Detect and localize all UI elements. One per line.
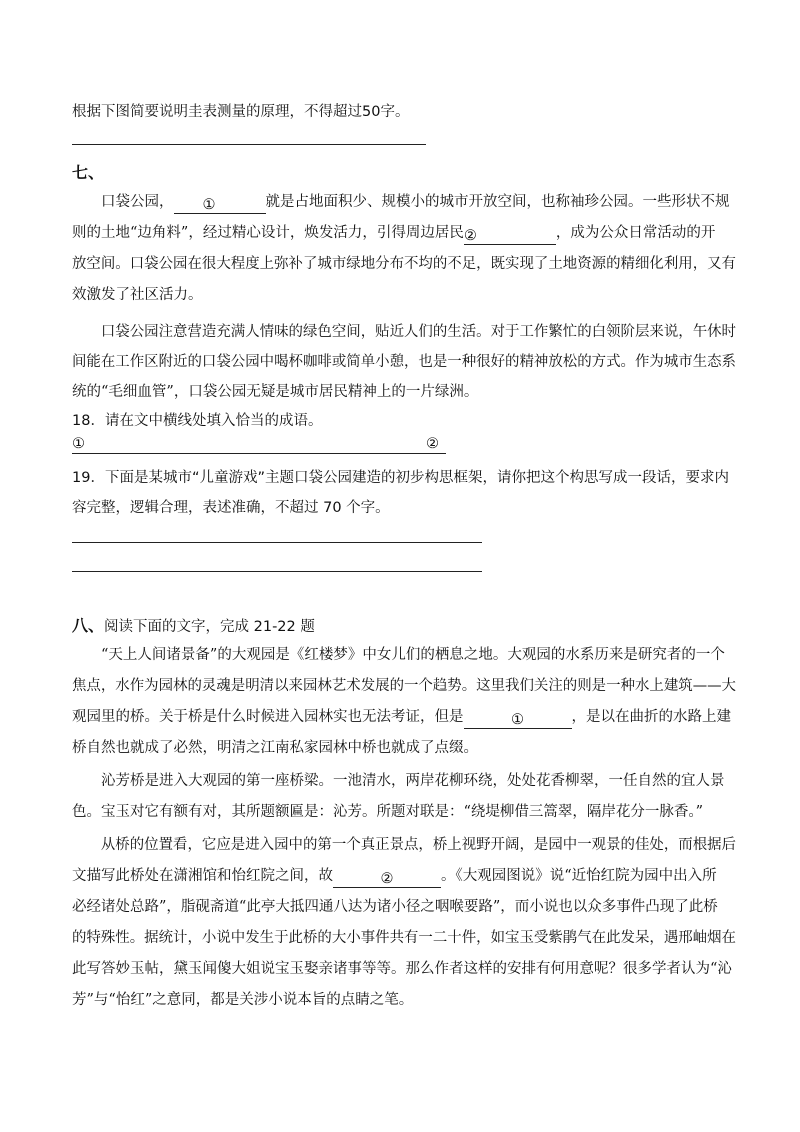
- blank-4-marker: ②: [380, 871, 394, 887]
- blank-4: [333, 871, 441, 888]
- section8-p3-line5: 此写答妙玉帖，黛玉闻傻大姐说宝玉娶亲诸事等等。那么作者这样的安排有何用意呢？很多学者认为“沁: [72, 961, 732, 977]
- section8-p3-line3: 必经诸处总路”，脂砚斋道“此亭大抵四通八达为诸小径之咽喉要路”，而小说也以众多事件凸现了此桥: [72, 899, 718, 915]
- section8-p1-line2: 焦点，水作为园林的灵魂是明清以来园林艺术发展的一个趋势。这里我们关注的则是一种水上建筑——大: [72, 678, 736, 694]
- blank-2-marker: ②: [463, 228, 477, 244]
- section8-heading-text: 阅读下面的文字，完成 21-22 题: [104, 619, 315, 635]
- text: 口袋公园，: [101, 194, 174, 210]
- section7-p2-line3: 统的“毛细血管”，口袋公园无疑是城市居民精神上的一片绿洲。: [72, 384, 479, 400]
- section7-heading: 七、: [72, 163, 105, 182]
- text: 就是占地面积少、规模小的城市开放空间，也称袖珍公园。一些形状不规: [265, 194, 730, 210]
- q18-instruction: 18．请在文中横线处填入恰当的成语。: [72, 413, 323, 429]
- text: 文描写此桥处在潇湘馆和怡红院之间，故: [72, 868, 333, 884]
- text: ，是以在曲折的水路上建: [571, 709, 731, 725]
- section8-p1-line3: [72, 705, 731, 729]
- section7-p1-line2: [72, 221, 715, 245]
- section8-heading-row: [72, 613, 315, 636]
- section8-p2-line1: 沁芳桥是进入大观园的第一座桥梁。一池清水，两岸花柳环绕，处处花香柳翠，一任自然的宜人景: [101, 773, 725, 789]
- text: ，成为公众日常活动的开: [555, 225, 716, 241]
- blank-1-marker: ①: [202, 197, 216, 213]
- section8-p1-line4: 桥自然也就成了必然，明清之江南私家园林中桥也就成了点缀。: [72, 740, 478, 756]
- section8-p1-line1: “天上人间诸景备”的大观园是《红楼梦》中女儿们的栖息之地。大观园的水系历来是研究者的一个: [101, 647, 725, 663]
- blank-3-marker: ①: [511, 712, 524, 728]
- section7-p1-line4: 效激发了社区活力。: [72, 287, 203, 303]
- section7-p1-line3: 放空间。口袋公园在很大程度上弥补了城市绿地分布不均的不足，既实现了土地资源的精细化利用，又有: [72, 256, 736, 272]
- section7-p2-line1: 口袋公园注意营造充满人情味的绿色空间，贴近人们的生活。对于工作繁忙的白领阶层来说，午休时: [100, 324, 736, 340]
- section7-p1-line1: [72, 190, 730, 214]
- q19-answer-line-2: [72, 571, 482, 572]
- text: 。《大观园图说》说“近怡红院为园中出入所: [441, 868, 717, 884]
- q19-instruction-line1: 19．下面是某城市“儿童游戏”主题口袋公园建造的初步构思框架，请你把这个构思写成一段话，要求内: [72, 470, 729, 486]
- q18-marker-1: ①: [72, 436, 85, 452]
- section8-p3-line1: 从桥的位置看，它应是进入园中的第一个真正景点，桥上视野开阔，是园中一观景的佳处，而根据后: [100, 837, 736, 853]
- q19-instruction-line2: 容完整，逻辑合理，表述准确，不超过 70 个字。: [72, 500, 390, 516]
- section8-heading: 八、: [72, 616, 105, 635]
- q17-answer-line: [72, 144, 426, 145]
- q19-answer-line-1: [72, 542, 482, 543]
- blank-1: [174, 197, 266, 214]
- blank-3: [464, 712, 572, 729]
- section8-p3-line4: 的特殊性。据统计，小说中发生于此桥的大小事件共有一二十件，如宝玉受紫鹃气在此发呆，遇邢岫烟在: [72, 930, 736, 946]
- q17-instruction: 根据下图简要说明圭表测量的原理，不得超过50字。: [72, 104, 410, 120]
- section8-p2-line2: 色。宝玉对它有额有对，其所题额匾是：沁芳。所题对联是：“绕堤柳借三篙翠，隔岸花分一脉香。”: [72, 804, 704, 820]
- section8-p3-line2: [72, 864, 717, 888]
- q18-marker-2: ②: [426, 436, 439, 452]
- text: 则的土地“边角料”，经过精心设计，焕发活力，引得周边居民: [72, 225, 464, 241]
- q18-answer-line: [72, 453, 446, 454]
- section8-p3-line6: 芳”与“怡红”之意同，都是关涉小说本旨的点睛之笔。: [72, 992, 414, 1008]
- text: 观园里的桥。关于桥是什么时候进入园林实也无法考证，但是: [72, 709, 464, 725]
- section7-p2-line2: 间能在工作区附近的口袋公园中喝杯咖啡或简单小憩，也是一种很好的精神放松的方式。作为城市生态系: [72, 354, 736, 370]
- blank-2: [464, 228, 556, 245]
